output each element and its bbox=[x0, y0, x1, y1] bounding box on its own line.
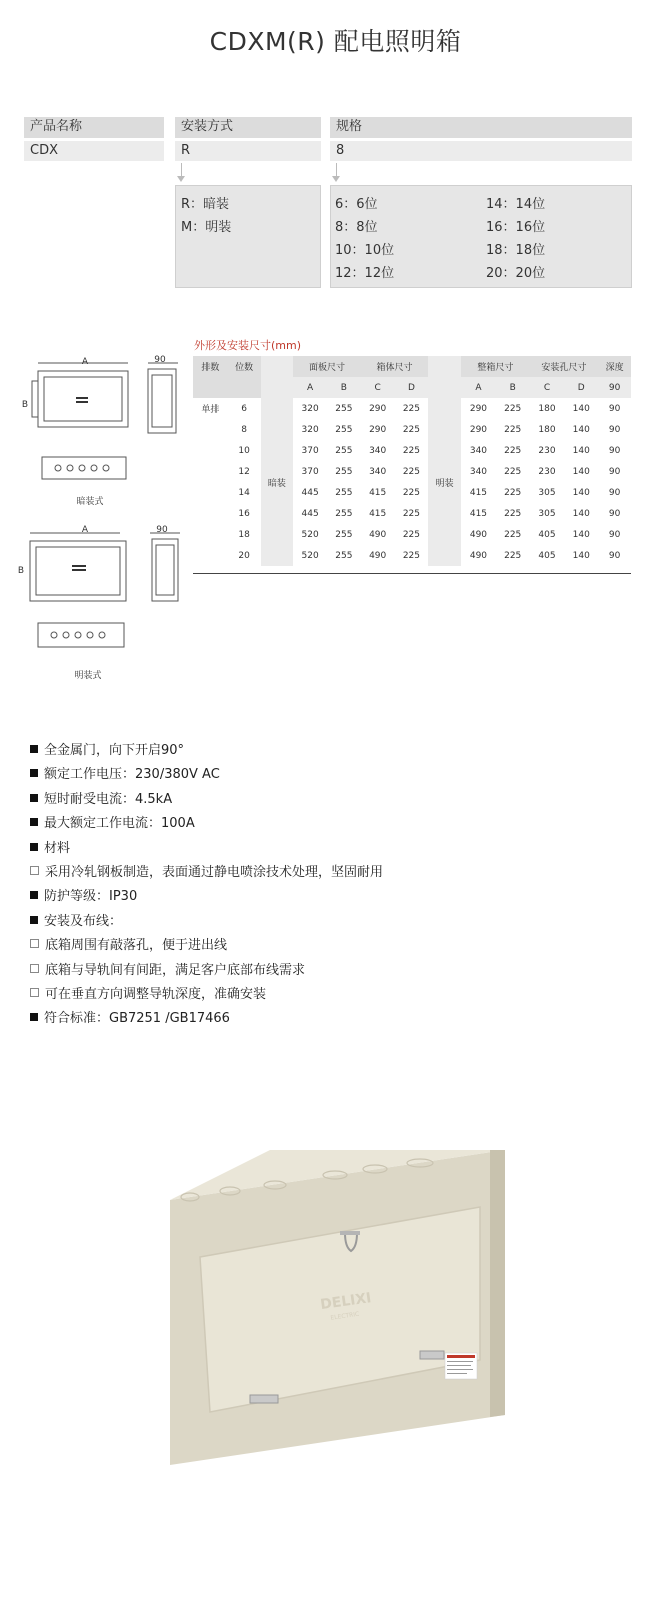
table-cell: 225 bbox=[402, 487, 421, 498]
table-cell: 90 bbox=[608, 445, 621, 456]
bullet-square-icon bbox=[30, 818, 38, 826]
spec-option: 6：6位 bbox=[335, 197, 378, 212]
feature-text: 底箱与导轨间有间距，满足客户底部布线需求 bbox=[45, 962, 306, 978]
table-cell: 255 bbox=[335, 529, 353, 540]
mode-cell-concealed: 暗装 bbox=[261, 398, 294, 566]
table-cell: 225 bbox=[402, 529, 421, 540]
table-cell: 90 bbox=[608, 466, 621, 477]
sub-header: D bbox=[564, 377, 598, 398]
table-cell: 90 bbox=[608, 487, 621, 498]
feature-text: 全金属门，向下开启90° bbox=[44, 743, 185, 758]
page-title: CDXM(R) 配电照明箱 bbox=[209, 27, 462, 56]
bullet-square-icon bbox=[30, 843, 38, 851]
feature-text: 底箱周围有敲落孔，便于进出线 bbox=[45, 938, 228, 954]
row-group-cell bbox=[193, 503, 228, 524]
table-cell: 225 bbox=[504, 529, 522, 540]
table-cell: 225 bbox=[504, 403, 522, 414]
table-cell: 255 bbox=[335, 424, 353, 435]
table-row bbox=[193, 524, 631, 545]
bullet-square-icon bbox=[30, 745, 38, 753]
feature-item bbox=[30, 934, 650, 958]
feature-text: 采用冷轧钢板制造，表面通过静电喷涂技术处理，坚固耐用 bbox=[45, 865, 384, 881]
table-cell: 225 bbox=[402, 403, 421, 414]
feature-text: 短时耐受电流：4.5kA bbox=[44, 791, 173, 807]
spec-options-box bbox=[330, 185, 632, 288]
header-install-mode: 安装方式 bbox=[175, 117, 321, 138]
row-group-cell bbox=[193, 524, 228, 545]
positions-cell: 10 bbox=[238, 445, 250, 456]
bullet-square-icon bbox=[30, 1013, 38, 1021]
sub-header: 90 bbox=[598, 377, 631, 398]
header-positions: 位数 bbox=[228, 356, 261, 398]
table-row bbox=[193, 461, 631, 482]
value-install-mode: R bbox=[175, 141, 321, 161]
spec-option: 14：14位 bbox=[486, 197, 546, 212]
table-row bbox=[193, 398, 631, 419]
table-cell: 340 bbox=[369, 466, 387, 477]
row-group-cell: 单排 bbox=[201, 405, 220, 415]
table-cell: 255 bbox=[335, 508, 353, 519]
positions-cell: 16 bbox=[238, 508, 250, 519]
bullet-hollow-square-icon bbox=[30, 866, 39, 875]
positions-cell: 20 bbox=[238, 550, 250, 561]
header-rows: 排数 bbox=[193, 356, 228, 398]
table-cell: 140 bbox=[572, 424, 590, 435]
arrow-line-spec bbox=[336, 163, 337, 177]
positions-cell: 14 bbox=[238, 487, 250, 498]
feature-text: 安装及布线： bbox=[44, 913, 123, 929]
bullet-square-icon bbox=[30, 769, 38, 777]
table-cell: 225 bbox=[402, 466, 421, 477]
mode-cell-surface: 明装 bbox=[428, 398, 461, 566]
table-cell: 255 bbox=[335, 550, 353, 561]
table-cell: 225 bbox=[402, 445, 421, 456]
feature-text: 额定工作电压：230/380V AC bbox=[44, 767, 220, 783]
table-cell: 90 bbox=[608, 424, 621, 435]
table-cell: 230 bbox=[538, 466, 556, 477]
feature-item bbox=[30, 837, 650, 861]
row-group-cell bbox=[193, 545, 228, 566]
table-cell: 415 bbox=[369, 487, 387, 498]
drawing-label-a: A bbox=[81, 525, 89, 535]
spec-option: 10：10位 bbox=[335, 243, 395, 258]
table-row bbox=[193, 503, 631, 524]
spec-option: 12：12位 bbox=[335, 266, 395, 281]
sub-header: C bbox=[530, 377, 565, 398]
feature-list bbox=[30, 739, 650, 1032]
table-cell: 445 bbox=[301, 487, 319, 498]
table-cell: 340 bbox=[469, 445, 488, 456]
drawing-label-depth: 90 bbox=[156, 525, 168, 535]
drawing-label-b: B bbox=[21, 400, 29, 410]
spec-option: 16：16位 bbox=[486, 220, 546, 235]
table-cell: 405 bbox=[538, 550, 556, 561]
dimensions-title: 外形及安装尺寸(mm) bbox=[194, 339, 302, 352]
table-cell: 490 bbox=[469, 529, 488, 540]
table-row bbox=[193, 440, 631, 461]
table-cell: 290 bbox=[469, 403, 488, 414]
table-cell: 90 bbox=[608, 403, 621, 414]
table-cell: 305 bbox=[538, 508, 556, 519]
feature-item bbox=[30, 1007, 650, 1031]
table-cell: 140 bbox=[572, 403, 590, 414]
feature-item bbox=[30, 959, 650, 983]
table-cell: 370 bbox=[301, 445, 319, 456]
table-row bbox=[193, 482, 631, 503]
table-cell: 320 bbox=[301, 424, 319, 435]
positions-cell: 18 bbox=[238, 529, 250, 540]
header-hole-size: 安装孔尺寸 bbox=[530, 356, 599, 377]
positions-cell: 12 bbox=[238, 466, 250, 477]
arrow-line-install bbox=[181, 163, 182, 177]
table-cell: 225 bbox=[504, 445, 522, 456]
row-group-cell bbox=[193, 419, 228, 440]
table-cell: 255 bbox=[335, 445, 353, 456]
sub-header: B bbox=[327, 377, 361, 398]
drawing-label-b: B bbox=[17, 566, 25, 576]
table-cell: 290 bbox=[369, 424, 387, 435]
table-cell: 90 bbox=[608, 529, 621, 540]
header-box-size: 箱体尺寸 bbox=[361, 356, 429, 377]
spec-option: 20：20位 bbox=[486, 266, 546, 281]
feature-item bbox=[30, 910, 650, 934]
table-cell: 225 bbox=[504, 487, 522, 498]
table-cell: 255 bbox=[335, 403, 353, 414]
bullet-square-icon bbox=[30, 916, 38, 924]
table-cell: 140 bbox=[572, 445, 590, 456]
value-product-name: CDX bbox=[24, 141, 164, 161]
table-cell: 490 bbox=[469, 550, 488, 561]
table-cell: 230 bbox=[538, 445, 556, 456]
header-panel-size: 面板尺寸 bbox=[293, 356, 361, 377]
table-row bbox=[193, 545, 631, 566]
feature-item bbox=[30, 861, 650, 885]
bullet-hollow-square-icon bbox=[30, 964, 39, 973]
feature-text: 符合标准：GB7251 /GB17466 bbox=[44, 1011, 230, 1027]
header-product-name: 产品名称 bbox=[24, 117, 164, 138]
table-cell: 445 bbox=[301, 508, 319, 519]
sub-header: C bbox=[361, 377, 395, 398]
sub-header: D bbox=[395, 377, 429, 398]
feature-item bbox=[30, 983, 650, 1007]
table-cell: 255 bbox=[335, 466, 353, 477]
drawing-label-depth: 90 bbox=[154, 355, 166, 365]
sub-header: A bbox=[461, 377, 496, 398]
bullet-hollow-square-icon bbox=[30, 939, 39, 948]
table-cell: 180 bbox=[538, 424, 556, 435]
table-cell: 415 bbox=[369, 508, 387, 519]
table-cell: 340 bbox=[369, 445, 387, 456]
table-cell: 520 bbox=[301, 550, 319, 561]
table-row bbox=[193, 419, 631, 440]
table-cell: 340 bbox=[469, 466, 488, 477]
feature-text: 可在垂直方向调整导轨深度，准确安装 bbox=[45, 987, 267, 1003]
header-whole-size: 整箱尺寸 bbox=[461, 356, 530, 377]
table-cell: 225 bbox=[402, 424, 421, 435]
table-cell: 415 bbox=[469, 508, 488, 519]
table-cell: 180 bbox=[538, 403, 556, 414]
label-surface: 明装式 bbox=[74, 671, 102, 681]
positions-cell: 8 bbox=[241, 424, 248, 435]
value-spec: 8 bbox=[330, 141, 632, 161]
table-cell: 90 bbox=[608, 508, 621, 519]
table-cell: 225 bbox=[504, 466, 522, 477]
table-cell: 225 bbox=[504, 508, 522, 519]
brand-logo: DELIXI bbox=[319, 1290, 373, 1314]
arrow-down-icon bbox=[177, 176, 185, 182]
positions-cell: 6 bbox=[241, 403, 248, 414]
table-cell: 225 bbox=[504, 424, 522, 435]
table-cell: 225 bbox=[504, 550, 522, 561]
table-cell: 490 bbox=[369, 529, 387, 540]
feature-item bbox=[30, 739, 650, 763]
feature-item bbox=[30, 763, 650, 787]
row-group-cell bbox=[193, 482, 228, 503]
spec-option: 8：8位 bbox=[335, 220, 378, 235]
bullet-square-icon bbox=[30, 794, 38, 802]
bullet-square-icon bbox=[30, 891, 38, 899]
header-spec: 规格 bbox=[330, 117, 632, 138]
table-cell: 140 bbox=[572, 487, 590, 498]
bullet-hollow-square-icon bbox=[30, 988, 39, 997]
table-cell: 255 bbox=[335, 487, 353, 498]
table-cell: 320 bbox=[301, 403, 319, 414]
row-group-cell bbox=[193, 461, 228, 482]
brand-logo-sub: ELECTRIC bbox=[330, 1310, 360, 1322]
table-cell: 290 bbox=[369, 403, 387, 414]
table-cell: 140 bbox=[572, 466, 590, 477]
table-cell: 490 bbox=[369, 550, 387, 561]
label-concealed: 暗装式 bbox=[76, 497, 104, 507]
sub-header: A bbox=[293, 377, 327, 398]
dimensions-table bbox=[193, 356, 631, 566]
feature-text: 最大额定工作电流：100A bbox=[44, 816, 195, 832]
drawing-label-a: A bbox=[81, 357, 89, 367]
feature-item bbox=[30, 788, 650, 812]
table-cell: 225 bbox=[402, 550, 421, 561]
install-options-box bbox=[175, 185, 321, 288]
header-depth: 深度 bbox=[598, 356, 631, 377]
sub-header: B bbox=[496, 377, 530, 398]
install-option: R：暗装 bbox=[181, 197, 230, 212]
table-cell: 90 bbox=[608, 550, 621, 561]
feature-item bbox=[30, 885, 650, 909]
table-cell: 405 bbox=[538, 529, 556, 540]
table-bottom-rule bbox=[193, 573, 631, 574]
table-cell: 140 bbox=[572, 529, 590, 540]
arrow-down-icon bbox=[332, 176, 340, 182]
table-cell: 415 bbox=[469, 487, 488, 498]
spec-option: 18：18位 bbox=[486, 243, 546, 258]
table-cell: 305 bbox=[538, 487, 556, 498]
table-cell: 140 bbox=[572, 550, 590, 561]
feature-text: 防护等级：IP30 bbox=[44, 889, 138, 905]
feature-text: 材料 bbox=[44, 840, 71, 856]
table-cell: 225 bbox=[402, 508, 421, 519]
row-group-cell bbox=[193, 440, 228, 461]
product-image bbox=[135, 1145, 515, 1470]
feature-item bbox=[30, 812, 650, 836]
table-cell: 370 bbox=[301, 466, 319, 477]
install-option: M：明装 bbox=[181, 220, 232, 235]
table-cell: 520 bbox=[301, 529, 319, 540]
table-cell: 290 bbox=[469, 424, 488, 435]
table-cell: 140 bbox=[572, 508, 590, 519]
